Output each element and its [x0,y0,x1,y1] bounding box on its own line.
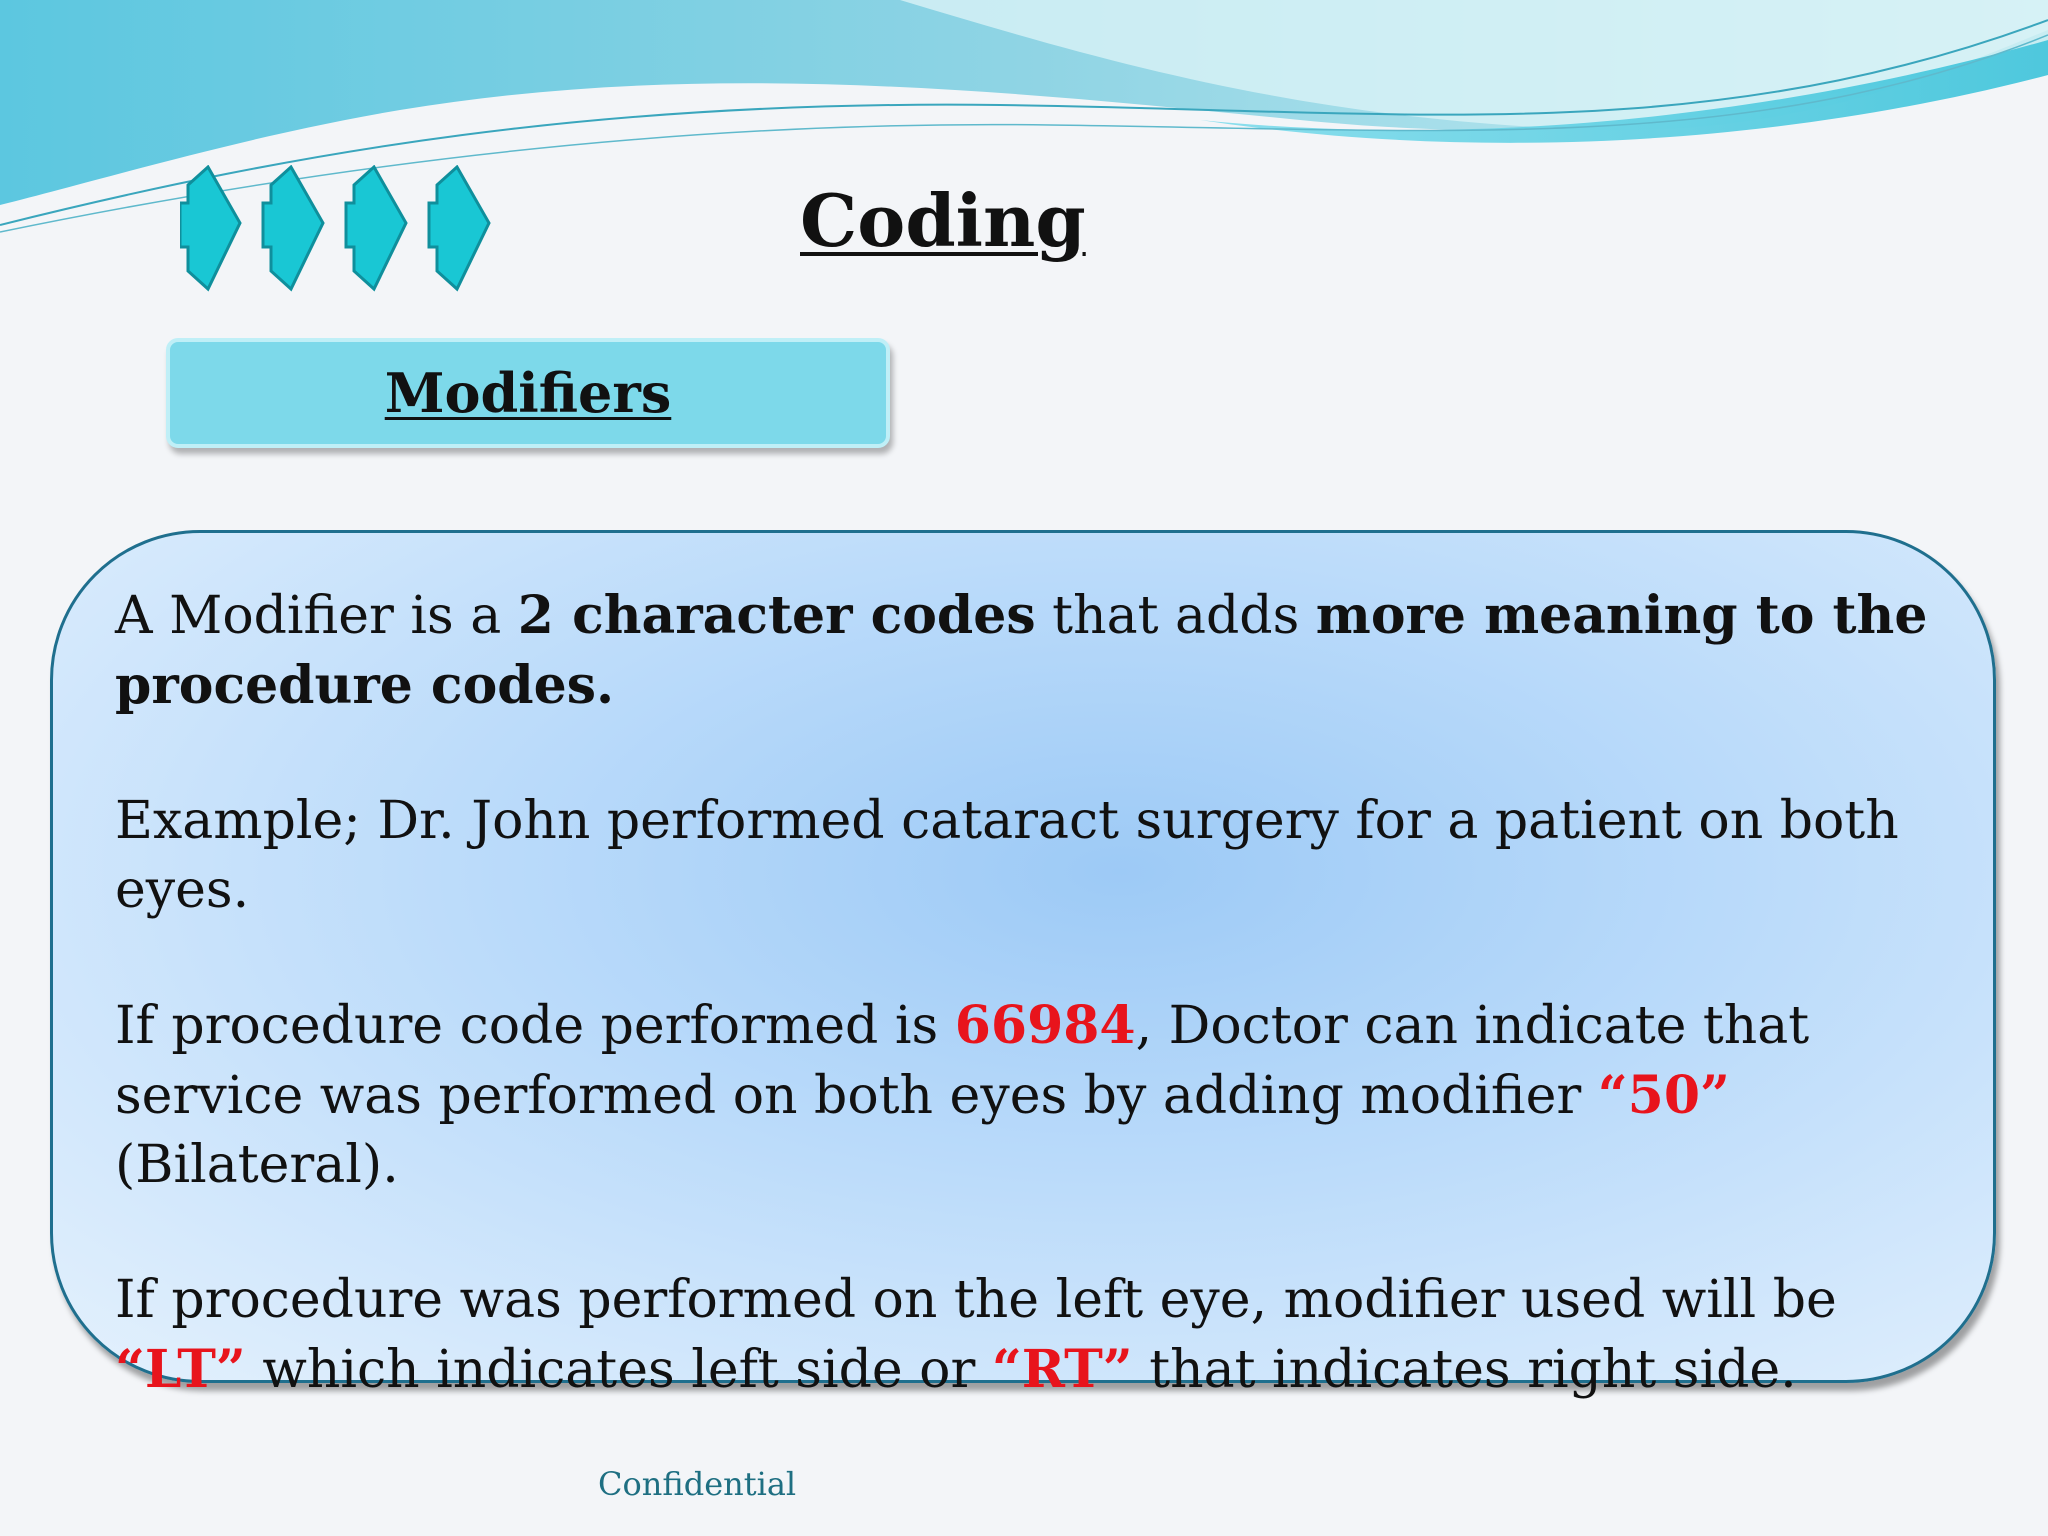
footer-confidential: Confidential [598,1465,797,1503]
text-run: that adds [1035,586,1316,646]
modifier-50-highlight: “50” [1597,1065,1730,1126]
text-run: Example; Dr. John performed cataract surgery for a patient on both eyes. [115,791,1899,920]
text-run: that indicates right side. [1132,1340,1797,1400]
arrow-right-icon [263,167,323,289]
side-modifier-paragraph [115,1266,1937,1405]
text-run: A Modifier is a [115,586,518,646]
subtitle-banner [166,338,890,448]
bold-text-run: more meaning to the procedure codes. [115,585,1928,716]
example-paragraph [115,787,1937,925]
text-run: If procedure was performed on the left eye, modifier used will be [115,1270,1837,1330]
arrow-right-icon [429,167,489,289]
bold-text-run: 2 character codes [517,585,1036,646]
slide-subtitle: Modifiers [384,361,672,425]
arrow-right-icon [346,167,406,289]
procedure-code-highlight: 66984 [954,995,1136,1056]
definition-paragraph [115,581,1937,721]
arrow-right-icon [180,167,240,289]
text-run: which indicates left side or [245,1340,992,1400]
slide-title: Coding [800,178,1086,263]
content-box [50,530,1996,1400]
modifier-lt-highlight: “LT” [115,1339,246,1400]
text-run: , Doctor can indicate that service was performed on both eyes by adding modifier [115,996,1810,1126]
modifier-rt-highlight: “RT” [991,1339,1133,1400]
bilateral-paragraph [115,991,1937,1200]
arrow-decoration-group [180,165,500,295]
text-run: (Bilateral). [115,1135,399,1195]
text-run: If procedure code performed is [115,996,955,1056]
